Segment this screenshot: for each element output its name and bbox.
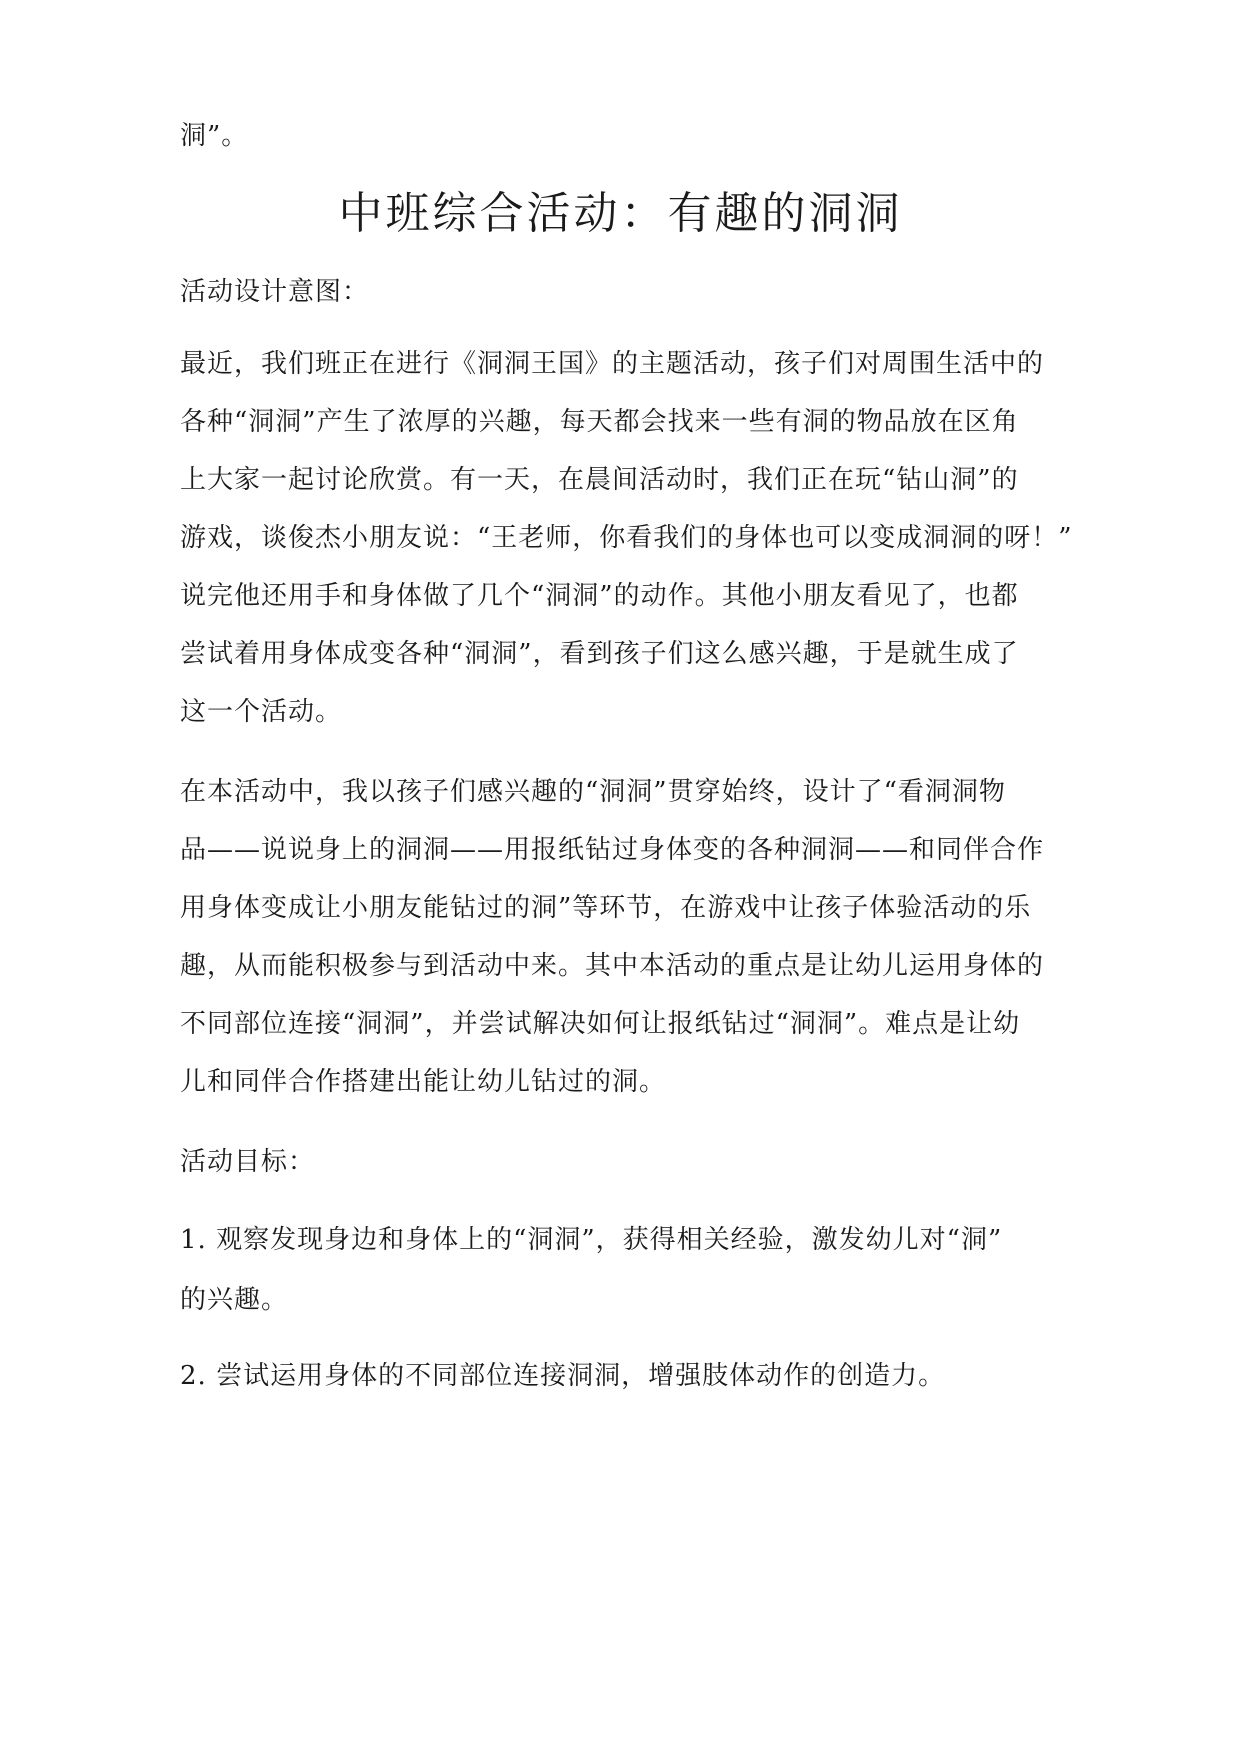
paragraph-line: 游戏，谈俊杰小朋友说：“王老师，你看我们的身体也可以变成洞洞的呀！” xyxy=(180,523,1073,553)
paragraph-line: 这一个活动。 xyxy=(180,697,343,727)
paragraph-line: 最近，我们班正在进行《洞洞王国》的主题活动，孩子们对周围生活中的 xyxy=(180,349,1045,379)
goals-heading: 活动目标： xyxy=(180,1147,316,1177)
continuation-text: 洞”。 xyxy=(180,121,249,151)
paragraph-line: 不同部位连接“洞洞”，并尝试解决如何让报纸钻过“洞洞”。难点是让幼 xyxy=(180,1009,1021,1039)
goal-line: 1. 观察发现身边和身体上的“洞洞”，获得相关经验，激发幼儿对“洞” xyxy=(180,1225,1003,1255)
paragraph-line: 上大家一起讨论欣赏。有一天，在晨间活动时，我们正在玩“钻山洞”的 xyxy=(180,465,1019,495)
page-title: 中班综合活动：有趣的洞洞 xyxy=(338,188,903,239)
paragraph-line: 各种“洞洞”产生了浓厚的兴趣，每天都会找来一些有洞的物品放在区角 xyxy=(180,407,1019,437)
paragraph-line: 尝试着用身体成变各种“洞洞”，看到孩子们这么感兴趣，于是就生成了 xyxy=(180,639,1019,669)
paragraph-line: 说完他还用手和身体做了几个“洞洞”的动作。其他小朋友看见了，也都 xyxy=(180,581,1019,611)
paragraph-line: 品——说说身上的洞洞——用报纸钻过身体变的各种洞洞——和同伴合作 xyxy=(180,835,1045,865)
paragraph-line: 趣，从而能积极参与到活动中来。其中本活动的重点是让幼儿运用身体的 xyxy=(180,951,1045,981)
paragraph-line: 用身体变成让小朋友能钻过的洞”等环节，在游戏中让孩子体验活动的乐 xyxy=(180,893,1032,923)
goal-line: 的兴趣。 xyxy=(180,1285,289,1315)
paragraph-line: 儿和同伴合作搭建出能让幼儿钻过的洞。 xyxy=(180,1067,667,1097)
design-heading: 活动设计意图： xyxy=(180,277,370,307)
paragraph-line: 在本活动中，我以孩子们感兴趣的“洞洞”贯穿始终，设计了“看洞洞物 xyxy=(180,777,1006,807)
goal-item-2: 2. 尝试运用身体的不同部位连接洞洞，增强肢体动作的创造力。 xyxy=(180,1361,946,1391)
